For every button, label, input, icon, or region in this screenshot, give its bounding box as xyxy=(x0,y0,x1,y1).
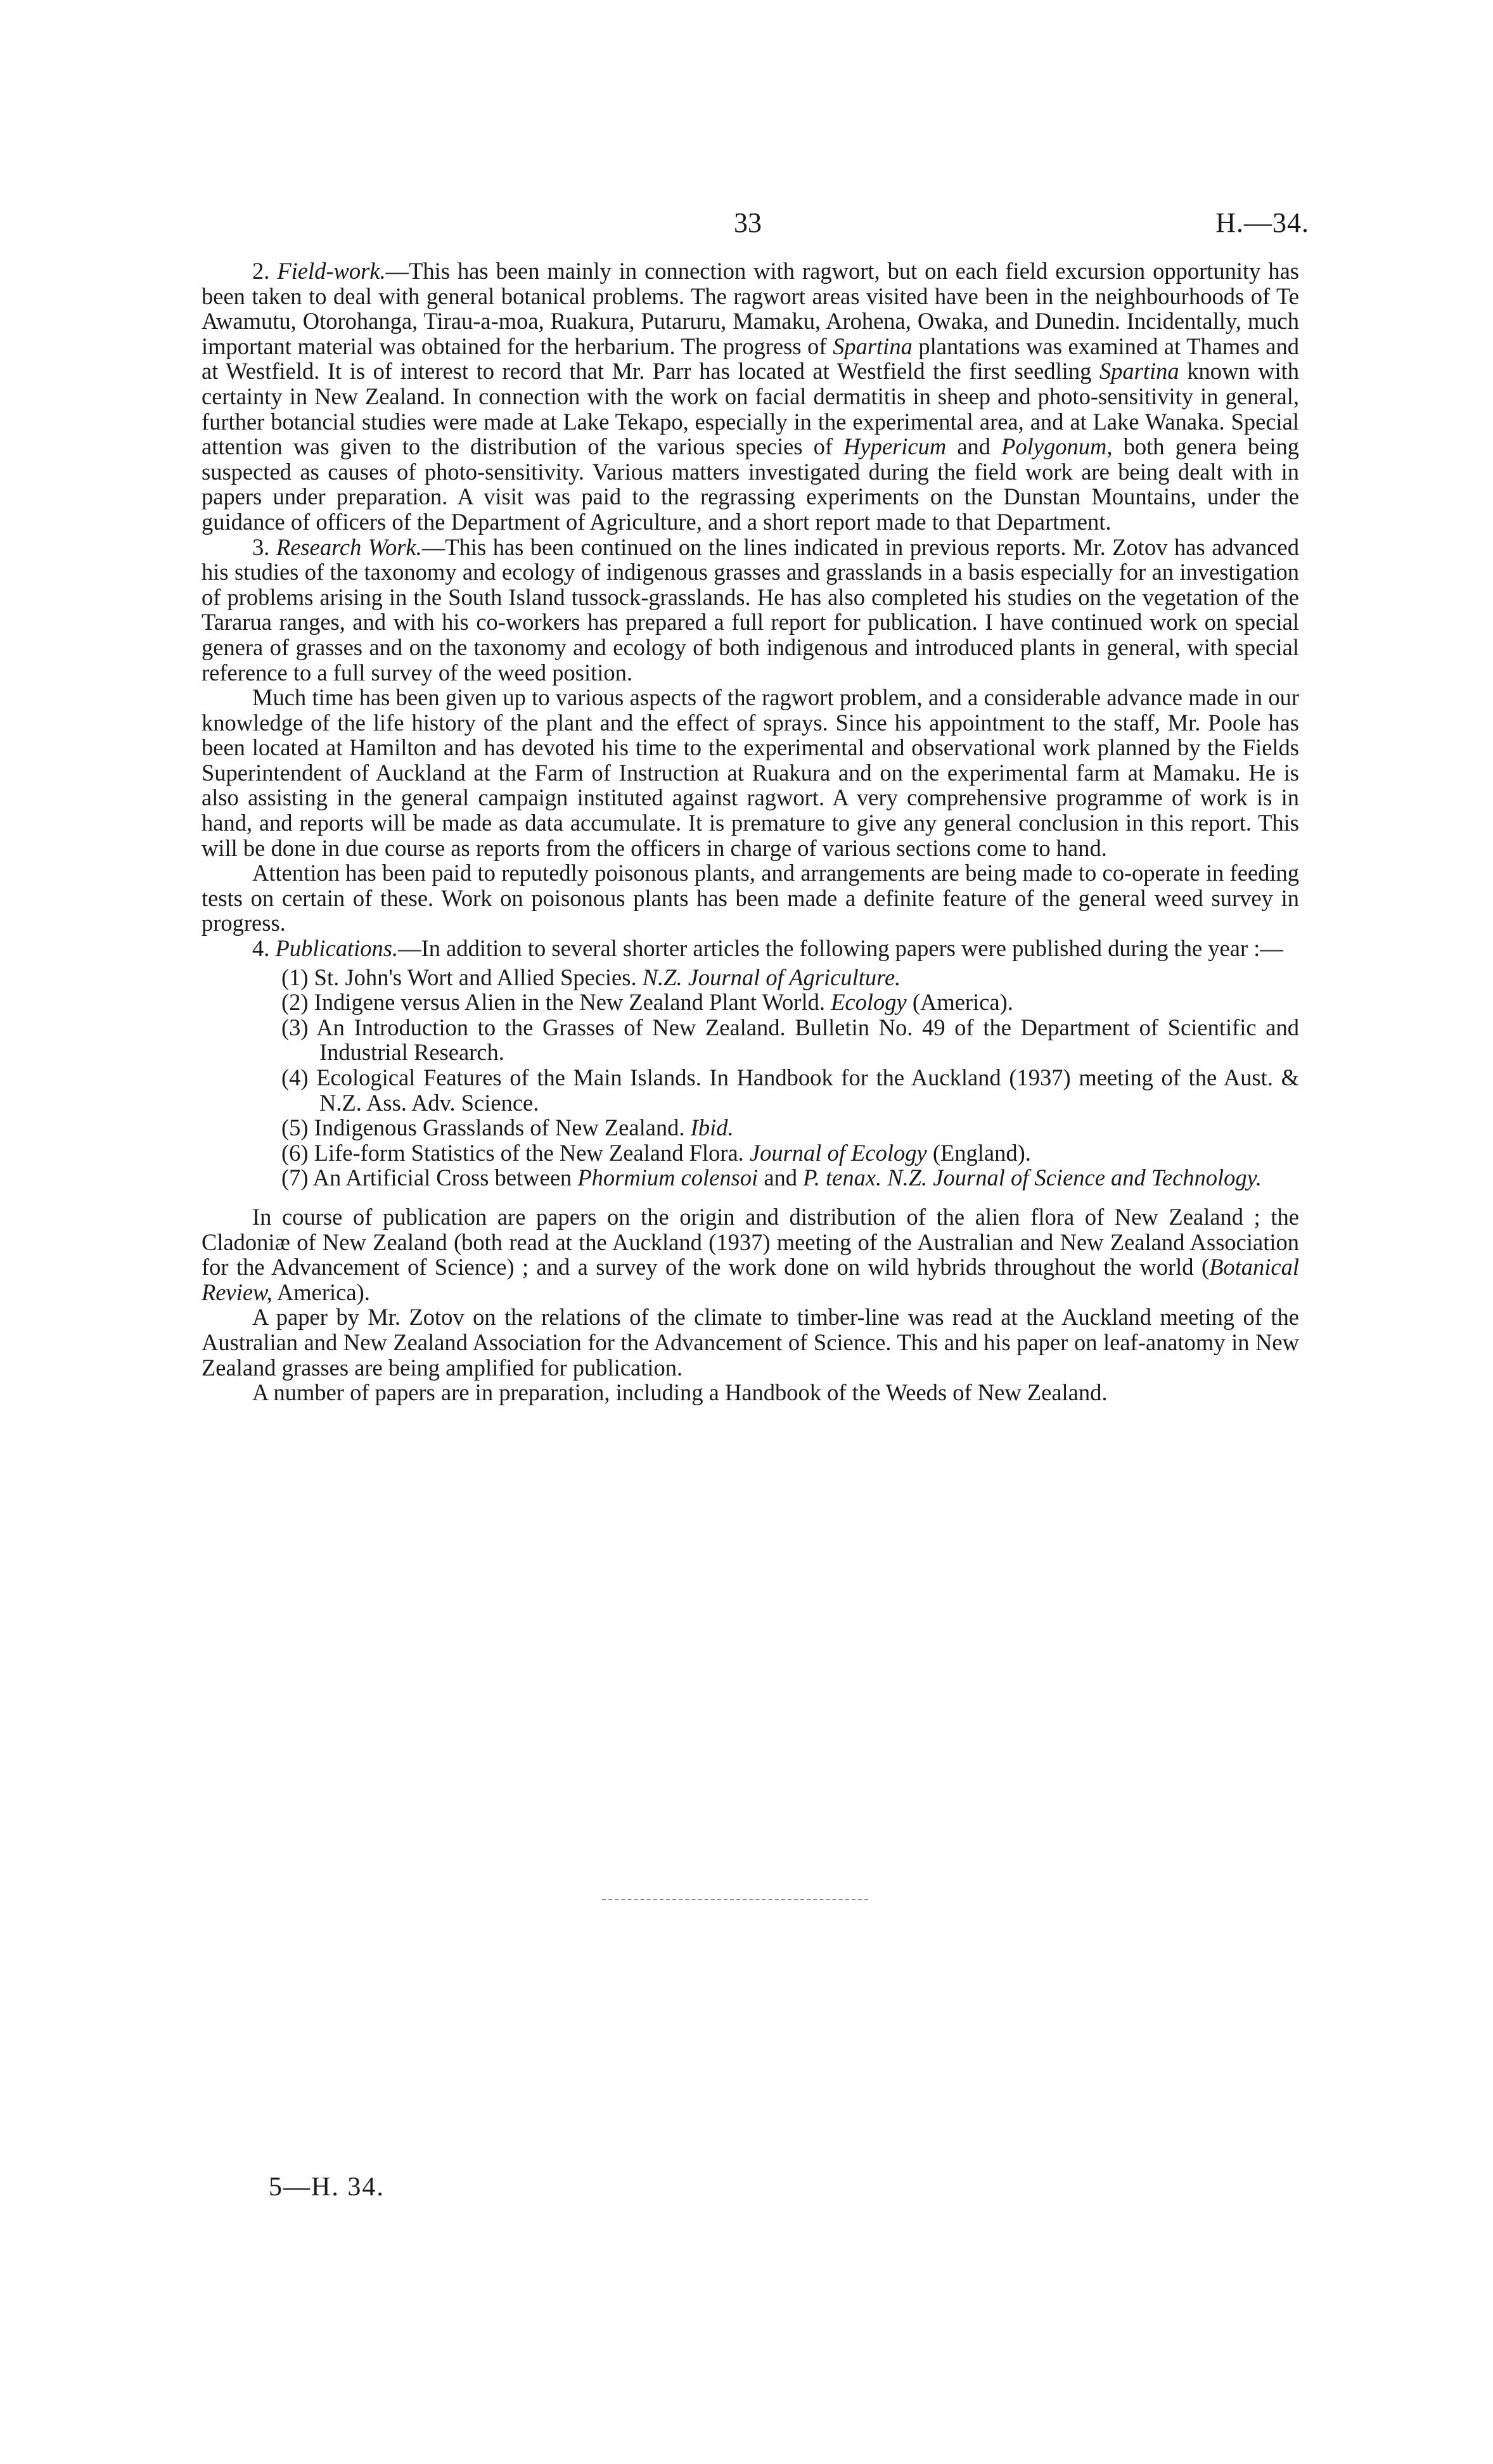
paragraph-research-work: 3. Research Work.—This has been continued on the lines indicated in previous reports. Mr. Zotov has advanced his studies of the taxonomy and ecology of indigenous grasses and grasslands in a basis especially for an investigation of problems arising in the South Island tussock-grasslands. He has also completed his studies on the vegetation of the Tararua ranges, and with his co-workers has prepared a full report for publication. I have continued work on special genera of grasses and on the taxonomy and ecology of both indigenous and introduced plants in general, with special reference to a full survey of the weed position. xyxy=(202,533,1299,686)
publication-item: (1) St. John's Wort and Allied Species. N.Z. Journal of Agriculture. xyxy=(281,964,901,990)
publication-item: (2) Indigene versus Alien in the New Zealand Plant World. Ecology (America). xyxy=(281,989,1013,1016)
paragraph-field-work: 2. Field-work.—This has been mainly in connection with ragwort, but on each field excursion opportunity has been taken to deal with general botanical problems. The ragwort areas visited have been in the neighbourhoods of Te Awamutu, Otorohanga, Tirau-a-moa, Ruakura, Putaruru, Mamaku, Arohena, Owaka, and Dunedin. Incidentally, much important material was obtained for the herbarium. The progress of Spartina plantations was examined at Thames and at Westfield. It is of interest to record that Mr. Parr has located at Westfield the first seedling Spartina known with certainty in New Zealand. In connection with the work on facial dermatitis in sheep and photo-sensitivity in general, further botancial studies were made at Lake Tekapo, especially in the experimental area, and at Lake Wanaka. Special attention was given to the distribution of the various species of Hypericum and Polygonum, both genera being suspected as causes of photo-sensitivity. Various matters investigated during the field work are being dealt with in papers under preparation. A visit was paid to the regrassing experiments on the Dunstan Mountains, under the guidance of officers of the Department of Agriculture, and a short report made to that Department. xyxy=(202,258,1300,535)
publication-item: (7) An Artificial Cross between Phormium colensoi and P. tenax. N.Z. Journal of Science and Technology. xyxy=(281,1165,1262,1191)
document-reference: H.—34. xyxy=(1215,207,1309,238)
publication-item: (6) Life-form Statistics of the New Zealand Flora. Journal of Ecology (England). xyxy=(281,1139,1031,1166)
publication-list xyxy=(202,965,1299,1191)
paragraph-in-course-of-publication: In course of publication are papers on the origin and distribution of the alien flora of New Zealand ; the Cladoniæ of New Zealand (both read at the Auckland (1937) meeting of the Australian and New Zealand Association for the Advancement of Science) ; and a survey of the work done on wild hybrids throughout the world (Botanical Review, America). xyxy=(202,1203,1299,1305)
publication-item: (3) An Introduction to the Grasses of New Zealand. Bulletin No. 49 of the Department of Scientific and Industrial Research. xyxy=(281,1014,1299,1066)
paragraph-preparation: A number of papers are in preparation, including a Handbook of the Weeds of New Zealand. xyxy=(252,1379,1108,1406)
report-body xyxy=(202,259,1299,1405)
publication-item: (5) Indigenous Grasslands of New Zealand. Ibid. xyxy=(281,1114,734,1141)
paragraph-publications: 4. Publications.—In addition to several shorter articles the following papers were published during the year :— xyxy=(252,935,1283,962)
footer-signature: 5—H. 34. xyxy=(269,2173,385,2202)
page-number: 33 xyxy=(734,207,762,238)
section-divider xyxy=(602,1899,868,1900)
section-heading-field-work: Field-work. xyxy=(277,258,386,284)
paragraph-ragwort: Much time has been given up to various aspects of the ragwort problem, and a considerable advance made in our knowledge of the life history of the plant and the effect of sprays. Since his appointment to the staff, Mr. Poole has been located at Hamilton and has devoted his time to the experimental and observational work planned by the Fields Superintendent of Auckland at the Farm of Instruction at Ruakura and on the experimental farm at Mamaku. He is also assisting in the general campaign instituted against ragwort. A very comprehensive programme of work is in hand, and reports will be made as data accumulate. It is premature to give any general conclusion in this report. This will be done in due course as reports from the officers in charge of various sections come to hand. xyxy=(202,684,1299,861)
section-heading-publications: Publications. xyxy=(275,935,399,962)
publication-item: (4) Ecological Features of the Main Islands. In Handbook for the Auckland (1937) meeting of the Aust. & N.Z. Ass. Adv. Science. xyxy=(281,1064,1299,1116)
paragraph-poisonous-plants: Attention has been paid to reputedly poisonous plants, and arrangements are being made to co-operate in feeding tests on certain of these. Work on poisonous plants has been made a definite feature of the general weed survey in progress. xyxy=(202,860,1299,936)
paragraph-zotov-paper: A paper by Mr. Zotov on the relations of the climate to timber-line was read at the Auckland meeting of the Australian and New Zealand Association for the Advancement of Science. This and his paper on leaf-anatomy in New Zealand grasses are being amplified for publication. xyxy=(202,1304,1299,1381)
section-heading-research-work: Research Work. xyxy=(276,533,422,560)
